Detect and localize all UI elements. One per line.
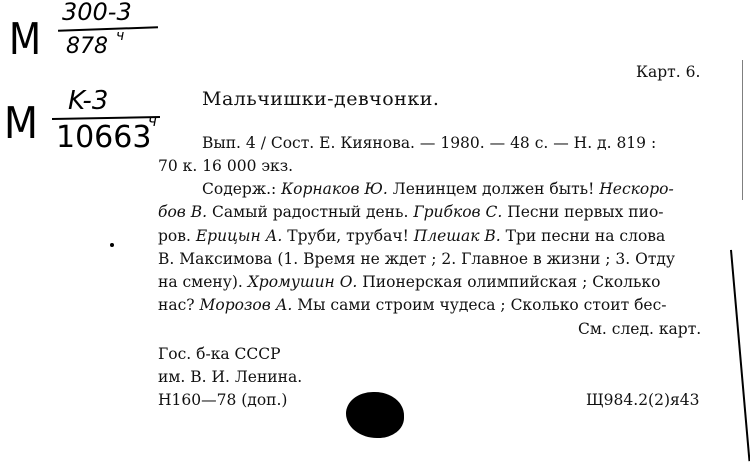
punch-hole-blot xyxy=(346,392,404,438)
work-title: Пионерская олимпийская ; Сколько xyxy=(357,273,661,291)
work-title: ров. xyxy=(158,227,196,245)
work-title: на смену). xyxy=(158,273,248,291)
work-title: Мы сами строим чудеса ; Сколько стоит бес- xyxy=(292,296,667,314)
contents-line-4: В. Максимова (1. Время не ждет ; 2. Главное в жизни ; 3. Отду xyxy=(158,250,676,268)
handwritten-mark-top-superscript: ч xyxy=(116,28,125,44)
library-line-2: им. В. И. Ленина. xyxy=(158,368,303,386)
imprint-line-1: Вып. 4 / Сост. Е. Киянова. — 1980. — 48 с. — Н. д. 819 : xyxy=(202,134,657,152)
contents-line-3 xyxy=(158,225,665,248)
contents-line-5 xyxy=(158,271,660,294)
author-name: Плешак В. xyxy=(413,227,501,245)
author-name: Ерицын А. xyxy=(195,227,283,245)
handwritten-mark-bottom-numerator: K-3 xyxy=(68,86,109,116)
work-title: Труби, трубач! xyxy=(282,227,414,245)
card-right-edge-upper xyxy=(742,60,743,200)
handwritten-mark-bottom-letter: M xyxy=(3,98,39,149)
contents-label: Содерж.: xyxy=(202,180,282,198)
library-line-3: Н160—78 (доп.) xyxy=(158,391,288,409)
work-title: Три песни на слова xyxy=(500,227,666,245)
handwritten-mark-top-numerator: 300-3 xyxy=(62,0,132,26)
ink-speck xyxy=(110,243,114,247)
handwritten-mark-top-denominator: 878 xyxy=(66,34,108,59)
handwritten-mark-bottom-superscript: ч xyxy=(148,112,157,130)
library-line-1: Гос. б-ка СССР xyxy=(158,345,281,363)
contents-line-6 xyxy=(158,294,667,317)
author-name: Морозов А. xyxy=(199,296,293,314)
work-title: Ленинцем должен быть! xyxy=(387,180,600,198)
imprint-line-2: 70 к. 16 000 экз. xyxy=(158,157,294,175)
handwritten-fraction-line-top xyxy=(58,26,158,31)
author-name: Корнаков Ю. xyxy=(281,180,388,198)
author-name: Хромушин О. xyxy=(247,273,358,291)
work-title: Песни первых пио- xyxy=(502,203,664,221)
contents-line-2 xyxy=(158,201,664,224)
work-title: Самый радостный день. xyxy=(207,203,414,221)
handwritten-mark-top-letter: M xyxy=(8,14,42,65)
handwritten-mark-bottom-denominator: 10663 xyxy=(56,120,152,155)
author-name: Нескоро- xyxy=(599,180,674,198)
book-title: Мальчишки-девчонки. xyxy=(202,88,440,110)
card-number: Карт. 6. xyxy=(636,63,701,81)
continued-note: См. след. карт. xyxy=(578,320,702,338)
author-name: Грибков С. xyxy=(413,203,503,221)
author-name: бов В. xyxy=(158,203,208,221)
work-title: нас? xyxy=(158,296,200,314)
contents-line-1 xyxy=(202,178,674,201)
classification-code: Щ984.2(2)я43 xyxy=(586,391,700,409)
card-right-edge xyxy=(730,250,750,461)
